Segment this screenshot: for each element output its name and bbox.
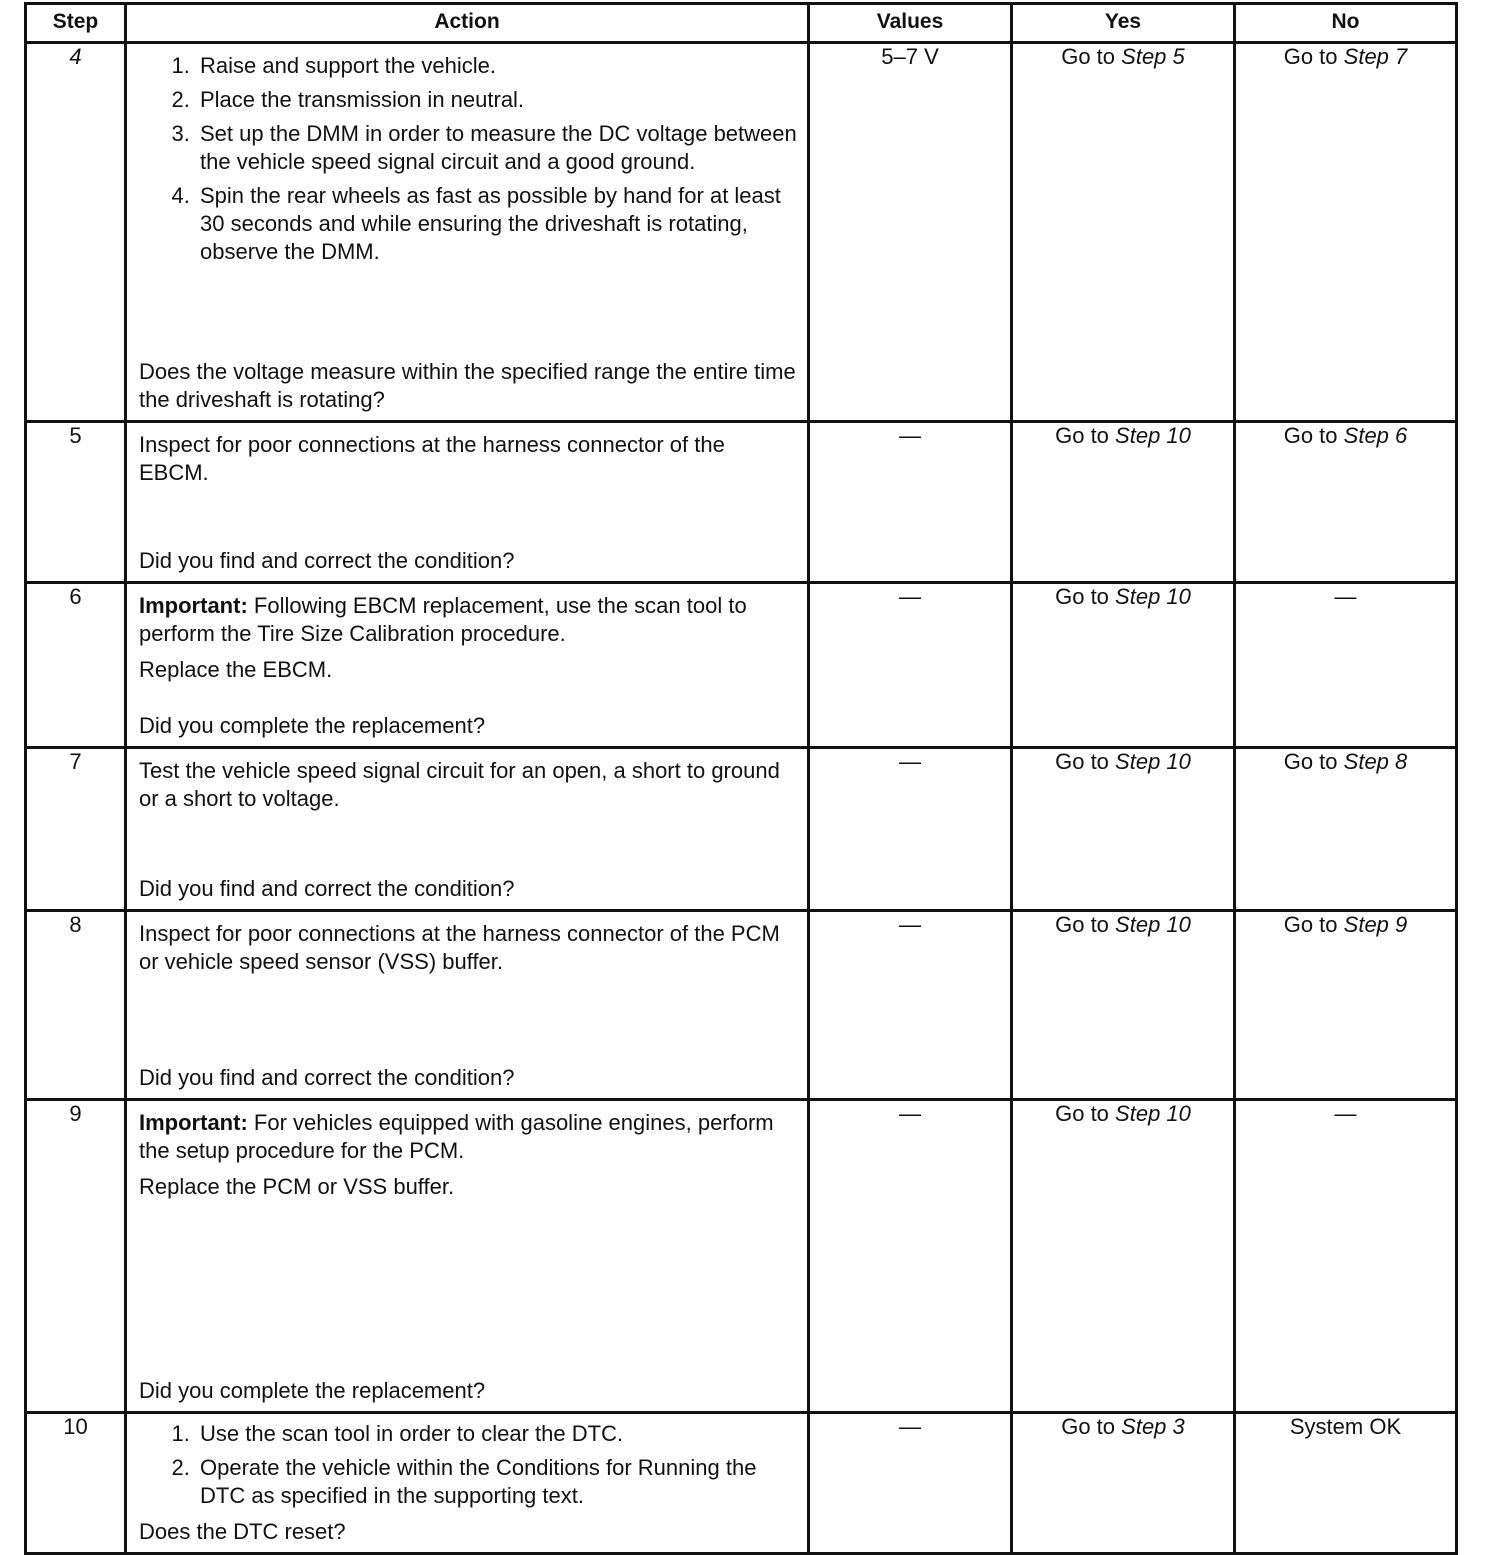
table-row-step-5 xyxy=(26,422,1457,583)
yes-prefix: Go to xyxy=(1055,912,1109,937)
table-row-step-6 xyxy=(26,583,1457,748)
step-number: 7 xyxy=(26,748,126,911)
no-prefix: Go to xyxy=(1283,912,1338,937)
action-cell xyxy=(126,1413,809,1554)
no-cell: — xyxy=(1235,1100,1457,1413)
no-prefix: Go to xyxy=(1283,749,1338,774)
action-question: Does the DTC reset? xyxy=(139,1519,346,1544)
no-cell: — xyxy=(1235,583,1457,748)
yes-step-ref: Step 3 xyxy=(1121,1414,1185,1439)
header-values: Values xyxy=(809,4,1012,43)
values-cell: — xyxy=(809,1100,1012,1413)
yes-prefix: Go to xyxy=(1055,1101,1109,1126)
yes-prefix: Go to xyxy=(1061,1414,1116,1439)
header-row xyxy=(26,4,1457,43)
values-cell: — xyxy=(809,748,1012,911)
list-item: 1. Raise and support the vehicle. xyxy=(196,52,797,80)
values-cell: — xyxy=(809,583,1012,748)
step-number: 4 xyxy=(26,43,126,422)
yes-cell xyxy=(1012,1100,1235,1413)
yes-prefix: Go to xyxy=(1055,423,1109,448)
list-item: 4. Spin the rear wheels as fast as possible by hand for at least 30 seconds and while ensuring the driveshaft is rotating, observe the DMM. xyxy=(196,182,797,266)
yes-cell xyxy=(1012,43,1235,422)
header-no: No xyxy=(1235,4,1457,43)
yes-step-ref: Step 10 xyxy=(1115,912,1191,937)
table-row-step-9 xyxy=(26,1100,1457,1413)
yes-cell xyxy=(1012,748,1235,911)
yes-step-ref: Step 10 xyxy=(1115,423,1191,448)
yes-cell xyxy=(1012,911,1235,1100)
action-question: Did you complete the replacement? xyxy=(139,1378,486,1403)
yes-step-ref: Step 5 xyxy=(1121,44,1185,69)
yes-step-ref: Step 10 xyxy=(1115,1101,1191,1126)
action-text: Replace the PCM or VSS buffer. xyxy=(139,1174,455,1199)
list-item: 1. Use the scan tool in order to clear the DTC. xyxy=(196,1420,797,1448)
list-item: 3. Set up the DMM in order to measure the DC voltage between the vehicle speed signal circuit and a good ground. xyxy=(196,120,797,176)
action-cell xyxy=(126,422,809,583)
table-row-step-7 xyxy=(26,748,1457,911)
no-step-ref: Step 8 xyxy=(1343,749,1408,774)
no-step-ref: Step 6 xyxy=(1343,423,1408,448)
yes-step-ref: Step 10 xyxy=(1115,749,1191,774)
values-cell: 5–7 V xyxy=(809,43,1012,422)
action-question: Did you complete the replacement? xyxy=(139,713,486,738)
header-yes: Yes xyxy=(1012,4,1235,43)
yes-cell xyxy=(1012,1413,1235,1554)
table-row-step-4 xyxy=(26,43,1457,422)
important-text: For vehicles equipped with gasoline engines, perform the setup procedure for the PCM. xyxy=(139,1110,774,1163)
action-question: Does the voltage measure within the specified range the entire time the driveshaft is rotating? xyxy=(139,359,796,412)
yes-cell xyxy=(1012,583,1235,748)
step-number: 8 xyxy=(26,911,126,1100)
yes-prefix: Go to xyxy=(1061,44,1116,69)
diagnostic-steps-table xyxy=(24,2,1458,1555)
important-label: Important: xyxy=(139,593,248,618)
no-cell: System OK xyxy=(1235,1413,1457,1554)
no-cell xyxy=(1235,43,1457,422)
important-text: Following EBCM replacement, use the scan tool to perform the Tire Size Calibration procedure. xyxy=(139,593,747,646)
step-number: 9 xyxy=(26,1100,126,1413)
action-text: Test the vehicle speed signal circuit for an open, a short to ground or a short to voltage. xyxy=(139,758,780,811)
list-item: 2. Place the transmission in neutral. xyxy=(196,86,797,114)
yes-step-ref: Step 10 xyxy=(1115,584,1191,609)
action-cell xyxy=(126,583,809,748)
action-list xyxy=(139,1420,797,1516)
no-step-ref: Step 9 xyxy=(1343,912,1408,937)
action-text: Inspect for poor connections at the harness connector of the EBCM. xyxy=(139,432,725,485)
table-row-step-8 xyxy=(26,911,1457,1100)
values-cell: — xyxy=(809,422,1012,583)
table-row-step-10 xyxy=(26,1413,1457,1554)
header-action: Action xyxy=(126,4,809,43)
action-text: Replace the EBCM. xyxy=(139,657,333,682)
action-list xyxy=(139,52,797,266)
yes-prefix: Go to xyxy=(1055,749,1109,774)
values-cell: — xyxy=(809,1413,1012,1554)
action-cell xyxy=(126,1100,809,1413)
list-item: 2. Operate the vehicle within the Conditions for Running the DTC as specified in the supporting text. xyxy=(196,1454,797,1510)
important-note xyxy=(139,1109,797,1165)
header-step: Step xyxy=(26,4,126,43)
action-question: Did you find and correct the condition? xyxy=(139,548,515,573)
action-question: Did you find and correct the condition? xyxy=(139,876,515,901)
important-note xyxy=(139,592,797,648)
no-cell xyxy=(1235,422,1457,583)
step-number: 10 xyxy=(26,1413,126,1554)
no-prefix: Go to xyxy=(1283,44,1338,69)
yes-prefix: Go to xyxy=(1055,584,1109,609)
action-cell xyxy=(126,748,809,911)
action-text: Inspect for poor connections at the harness connector of the PCM or vehicle speed sensor (VSS) buffer. xyxy=(139,921,780,974)
yes-cell xyxy=(1012,422,1235,583)
action-cell xyxy=(126,911,809,1100)
no-cell xyxy=(1235,911,1457,1100)
action-question: Did you find and correct the condition? xyxy=(139,1065,515,1090)
step-number: 5 xyxy=(26,422,126,583)
step-number: 6 xyxy=(26,583,126,748)
important-label: Important: xyxy=(139,1110,248,1135)
no-cell xyxy=(1235,748,1457,911)
action-cell xyxy=(126,43,809,422)
no-step-ref: Step 7 xyxy=(1343,44,1408,69)
no-prefix: Go to xyxy=(1283,423,1338,448)
values-cell: — xyxy=(809,911,1012,1100)
